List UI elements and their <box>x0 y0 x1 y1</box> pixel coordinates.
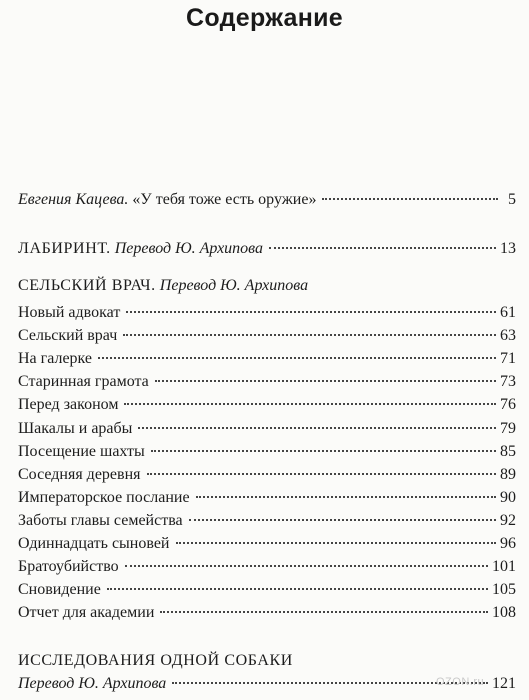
toc-entry-page: 5 <box>508 191 516 208</box>
toc-entry-label <box>18 189 316 211</box>
toc-entry[interactable] <box>18 510 516 532</box>
toc-entry-label: Одиннадцать сыновей <box>18 535 170 552</box>
translator-credit: Перевод Ю. Архипова <box>114 240 264 257</box>
toc-entry-title: «У тебя тоже есть оружие» <box>132 191 317 208</box>
toc-entry[interactable] <box>18 441 516 463</box>
toc-entry-page: 90 <box>500 489 516 506</box>
toc-entry-page: 121 <box>492 675 516 692</box>
section-heading-country-doctor <box>18 275 308 297</box>
toc-entry-page: 63 <box>500 327 516 344</box>
watermark: OZON.ru <box>436 676 485 688</box>
section-title: ИССЛЕДОВАНИЯ ОДНОЙ СОБАКИ <box>18 652 293 669</box>
dot-leader <box>138 427 496 429</box>
toc-entry-page: 101 <box>492 558 516 575</box>
toc-entry[interactable] <box>18 418 516 440</box>
toc-entry-label: Отчет для академии <box>18 604 155 621</box>
section-title: СЕЛЬСКИЙ ВРАЧ. <box>18 277 156 294</box>
toc-entry-page: 61 <box>500 304 516 321</box>
toc-entry-page: 79 <box>500 420 516 437</box>
toc-entry[interactable] <box>18 302 516 324</box>
toc-entry-label: Посещение шахты <box>18 443 145 460</box>
toc-entry-page: 71 <box>500 350 516 367</box>
toc-entry-page: 76 <box>500 396 516 413</box>
toc-entry-page: 96 <box>500 535 516 552</box>
dot-leader <box>147 473 497 475</box>
dot-leader <box>269 247 496 249</box>
toc-entry-label: Сельский врач <box>18 327 118 344</box>
dot-leader <box>189 519 496 521</box>
toc-entry[interactable] <box>18 325 516 347</box>
page-title: Содержание <box>185 4 344 32</box>
toc-entry-label: Перед законом <box>18 396 119 413</box>
dot-leader <box>98 357 496 359</box>
dot-leader <box>151 450 496 452</box>
toc-entry-page: 89 <box>500 466 516 483</box>
toc-entry-label <box>18 238 263 260</box>
translator-credit: Перевод Ю. Архипова <box>18 675 167 692</box>
toc-entry-label: Сновидение <box>18 581 101 598</box>
dot-leader <box>322 198 498 200</box>
dot-leader <box>176 542 497 544</box>
toc-entry-labyrinth[interactable] <box>18 238 516 260</box>
toc-entry-page: 85 <box>500 443 516 460</box>
toc-entry-label: Императорское послание <box>18 489 190 506</box>
toc-entry[interactable] <box>18 464 516 486</box>
toc-entry[interactable] <box>18 394 516 416</box>
toc-entry-intro[interactable] <box>18 189 516 211</box>
toc-entry-page: 13 <box>500 240 516 257</box>
dot-leader <box>160 611 488 613</box>
toc-entry[interactable] <box>18 348 516 370</box>
section-heading-dog-research <box>18 650 293 672</box>
toc-entry-label: Шакалы и арабы <box>18 420 133 437</box>
toc-entry[interactable] <box>18 556 516 578</box>
toc-entry-page: 92 <box>500 512 516 529</box>
toc-entry-label: Старинная грамота <box>18 373 149 390</box>
toc-entry[interactable] <box>18 602 516 624</box>
toc-entry-page: 108 <box>492 604 516 621</box>
translator-credit: Перевод Ю. Архипова <box>159 277 309 294</box>
toc-entry-label: Заботы главы семейства <box>18 512 183 529</box>
toc-entry-label: Братоубийство <box>18 558 119 575</box>
toc-entry[interactable] <box>18 371 516 393</box>
toc-entry-page: 105 <box>492 581 516 598</box>
toc-entry-author: Евгения Кацева. <box>18 191 129 208</box>
dot-leader <box>107 588 488 590</box>
dot-leader <box>155 380 496 382</box>
toc-entry[interactable] <box>18 533 516 555</box>
dot-leader <box>125 565 488 567</box>
toc-entry-page: 73 <box>500 373 516 390</box>
toc-entry-label <box>18 673 166 695</box>
dot-leader <box>124 403 496 405</box>
dot-leader <box>126 311 496 313</box>
toc-entry-label: Новый адвокат <box>18 304 121 321</box>
toc-entry[interactable] <box>18 487 516 509</box>
dot-leader <box>123 334 496 336</box>
dot-leader <box>196 496 496 498</box>
toc-entry-label: На галерке <box>18 350 93 367</box>
toc-entry[interactable] <box>18 579 516 601</box>
toc-entry-label: Соседняя деревня <box>18 466 141 483</box>
section-title: ЛАБИРИНТ. <box>18 240 111 257</box>
